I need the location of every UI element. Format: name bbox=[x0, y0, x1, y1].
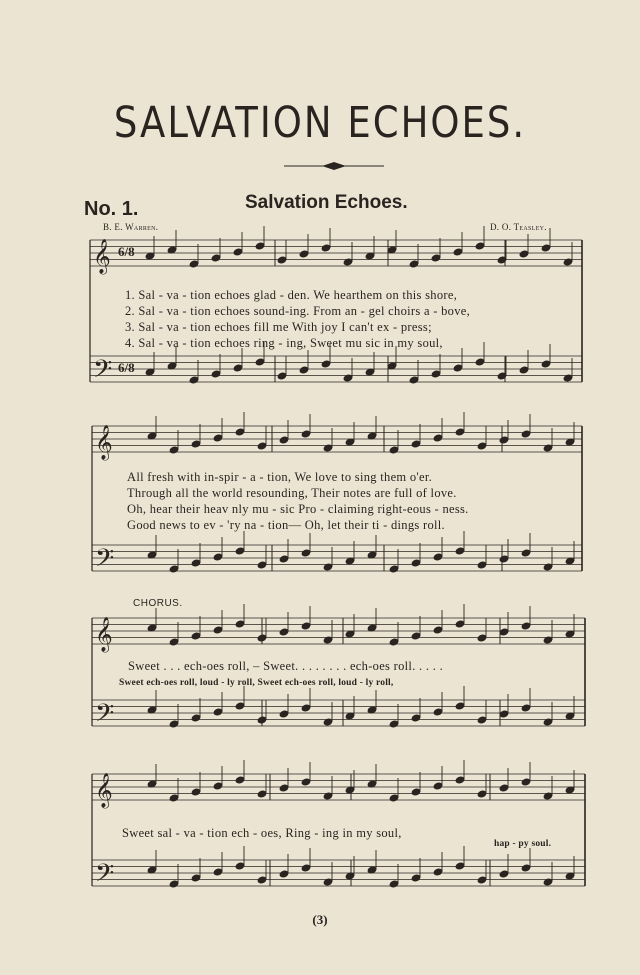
chorus-lyrics-2-bass: hap - py soul. bbox=[494, 839, 552, 849]
hymn-number: No. 1. bbox=[84, 198, 139, 220]
clef: 𝄢 bbox=[95, 859, 115, 894]
verse-line-3b: Oh, hear their heav nly mu - sic Pro - claiming right-eous - ness. bbox=[127, 502, 469, 516]
chorus-lyrics-1-bass: Sweet ech-oes roll, loud - ly roll, Sweet ech-oes roll, loud - ly roll, bbox=[119, 678, 394, 688]
time-signature: 6/8 bbox=[118, 244, 135, 259]
clef: 𝄞 bbox=[95, 773, 113, 808]
clef: 𝄞 bbox=[95, 425, 113, 460]
verse-line-4: 4. Sal - va - tion echoes ring - ing, Sweet mu sic in my soul, bbox=[125, 336, 443, 350]
book-title: SALVATION ECHOES. bbox=[113, 98, 527, 148]
verse-line-1: 1. Sal - va - tion echoes glad - den. We hearthem on this shore, bbox=[125, 288, 458, 302]
verse-line-3: 3. Sal - va - tion echoes fill me With joy I can't ex - press; bbox=[125, 320, 432, 334]
time-signature: 6/8 bbox=[118, 360, 135, 375]
clef: 𝄢 bbox=[95, 544, 115, 579]
chorus-lyrics-1: Sweet . . . ech-oes roll, – Sweet. . . . . . . . ech-oes roll. . . . . bbox=[128, 659, 444, 673]
verse-line-2: 2. Sal - va - tion echoes sound-ing. From an - gel choirs a - bove, bbox=[125, 304, 471, 318]
hymn-title: Salvation Echoes. bbox=[245, 192, 408, 213]
words-credit: B. E. Warren. bbox=[103, 222, 159, 232]
clef: 𝄞 bbox=[95, 617, 113, 652]
chorus-label: CHORUS. bbox=[133, 598, 183, 609]
chorus-lyrics-2: Sweet sal - va - tion ech - oes, Ring - ing in my soul, bbox=[122, 826, 402, 840]
verse-line-2b: Through all the world resounding, Their notes are full of love. bbox=[127, 486, 457, 500]
clef: 𝄢 bbox=[95, 699, 115, 734]
page-number: (3) bbox=[312, 912, 328, 927]
verse-line-1b: All fresh with in-spir - a - tion, We love to sing them o'er. bbox=[127, 470, 433, 484]
clef: 𝄢 bbox=[93, 355, 113, 390]
music-credit: D. O. Teasley. bbox=[490, 222, 547, 232]
verse-line-4b: Good news to ev - 'ry na - tion— Oh, let their ti - dings roll. bbox=[127, 518, 445, 532]
clef: 𝄞 bbox=[93, 239, 111, 274]
